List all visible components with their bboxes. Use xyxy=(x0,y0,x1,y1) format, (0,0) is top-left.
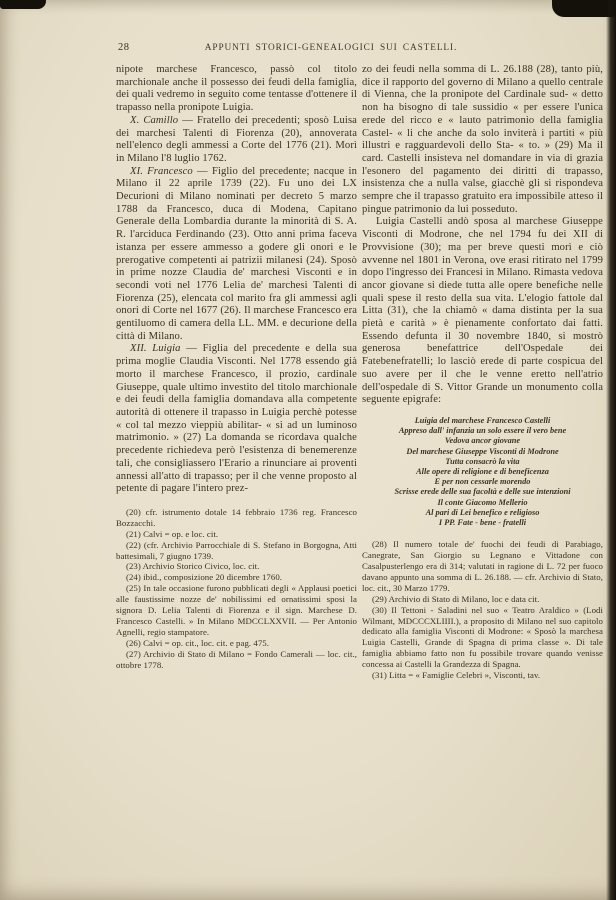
epigraph-line: Il conte Giacomo Mellerio xyxy=(437,497,528,507)
right-footnotes xyxy=(362,539,603,681)
epigraph-line: Appreso dall' infanzia un solo essere il vero bene xyxy=(398,426,567,436)
footnote: (24) ibid., composizione 20 dicembre 1760. xyxy=(126,572,283,583)
paragraph xyxy=(116,166,357,344)
paragraph-text: — Figlia del precedente e della sua prima moglie Claudia Visconti. Nel 1778 essendo già morto il marchese Francesco, il prozio, cardinale Giuseppe, quale ultimo investito del titolo marchionale e dei feudi della famiglia domandava alla competente autorità di ottenere il trapasso in Luigia perchè potesse « col tal mezzo vieppiù abilitar- « si ad un luminoso matrimonio. » (27) La domanda se ricordava qualche precedente richiedeva però l'esistenza di benemerenze tali, che consigliassero l'Erario a rinunciare ai proventi annessi all'atto di trapasso; per il che venne proposto al petente di pagare l'intero prez- xyxy=(116,343,357,495)
paragraph-text: Luigia Castelli andò sposa al marchese Giuseppe Visconti di Modrone, che nel 1794 fu dei XII di Provvisione (30); ma per breve questi morì e ciò avvenne nel 1801 in Verona, ove erasi ritirato nel 1799 dopo l'ingresso dei Francesi in Milano. Rimasta vedova ancor giovane si diede tutta alle opere benefiche nelle quali spese il resto della sua vita. L'elogio fattole dal Litta (31), che la chiamò « dama distinta per la sua pietà e carità » è pienamente confortato dai fatti. Essendo defunta il 30 novembre 1840, si mostrò generosa benefattrice dell'Ospedale dei Fatebenefratelli; lo lasciò erede di parte cospicua del suo avere per il che le venne eretto nell'atrio dell'ospedale di S. Vittor Grande un monumento colla seguente epigrafe: xyxy=(362,216,603,406)
footnote: (30) Il Tettoni - Saladini nel suo « Teatro Araldico » (Lodi Wilmant, MDCCCXLIIII.), a proposito di Milano nel suo capitolo dedicato alla famiglia Visconti di Modrone: « Sposò la marchesa Luigia Castelli, Grande di Spagna di prima classe ». Di tale famiglia abbiamo fatto non fu possibile trovare quando venisse concessa ai Castelli la Grandezza di Spagna. xyxy=(362,604,603,670)
epigraph-line: Alle opere di religione e di beneficenza xyxy=(416,467,549,476)
page-header xyxy=(0,42,616,58)
footnote: (20) cfr. istrumento dotale 14 febbraio 1736 reg. Francesco Bozzacchi. xyxy=(116,506,357,528)
footnote: (25) In tale occasione furono pubblicati degli « Applausi poetici alle faustissime nozze de' nobilissimi ed ornatissimi sposi la signora D. Lelia Talenti di Fiorenza e il sign. Marchese D. Francesco Castelli. » In Milano MDCCLXXVII. — Per Antonio Agnelli, regio stampatore. xyxy=(116,583,357,637)
scan-edge-right xyxy=(606,0,616,900)
paragraph xyxy=(362,216,603,407)
epigraph-line: E per non cessarle morendo xyxy=(434,477,531,487)
paragraph-text: nipote marchese Francesco, passò col titolo marchionale anche il possesso dei feudi della famiglia, dei quali vedremo in seguito come tentasse d'ottenere il trapasso nella pronipote Luigia. xyxy=(116,64,357,114)
epigraph-line: Luigia del marchese Francesco Castelli xyxy=(414,415,551,425)
paragraph-text: — Figlio del precedente; nacque in Milano il 22 aprile 1739 (22). Fu uno dei LX Decurioni di Milano nominati per decreto 5 marzo 1788 da Francesco, duca di Modena, Capitano Generale della Lombardia durante la minorità di S. A. R. l'arciduca Ferdinando (23). Otto anni prima faceva istanza per essere ammesso a godere gli onori e le prerogative competenti ai patrizii milanesi (24). Sposò in prime nozze Claudia de' marchesi Visconti e in secondi voti nel 1776 Lelia de' marchesi Talenti di Fiorenza (25), elencata col marito fra gli ammessi agli onori di Corte nel 1677 (26). Il marchese Francesco era gentiluomo di camera della LL. MM. e decurione della città di Milano. xyxy=(116,165,357,342)
footnote: (28) Il numero totale de' fuochi dei feudi di Parabiago, Canegrate, San Giorgio su Legnano e Vittadone con Casalpusterlengo era di 314; valutati in ragione di L. 72 per fuoco davano appunto una somma di L. 26.188. — cfr. Archivio di Stato, loc. cit., 30 Marzo 1779. xyxy=(362,539,603,593)
left-column xyxy=(116,64,357,671)
section-heading: XI. Francesco xyxy=(130,165,193,177)
section-heading: XII. Luigia xyxy=(130,343,181,355)
paragraph-text: zo dei feudi nella somma di L. 26.188 (28), tanto più, dice il rapporto del governo di Milano a quello centrale di Vienna, che la pronipote del Cardinale sud- « detto non ha bisogno di tale sussidio « per essere l'unica erede del ricco e « lauto patrimonio della famiglia Castel- « li che anche da solo inviterà i partiti « più illustri e ragguardevoli dello Sta- « to. » (29) Ma il card. Castelli insisteva nel domandare in via di grazia l'esonero del pagamento dei diritti di trapasso, insistenza che a nulla valse, giacchè gli si rispondeva sempre che il trapasso gratuito era impossibile atteso il pingue patrimonio da lui posseduto. xyxy=(362,64,603,215)
monument-epigraph xyxy=(366,416,599,528)
epigraph-line: Tutta consacrò la vita xyxy=(445,456,520,466)
paragraph xyxy=(362,64,603,216)
paragraph-text: — Fratello dei precedenti; sposò Luisa dei marchesi Talenti di Fiorenza (20), annoverata nell'elenco degli ammessi a Corte del 1776 (21). Morì in Milano l'8 luglio 1762. xyxy=(116,114,357,164)
footnote: (22) (cfr. Archivio Parrocchiale di S. Stefano in Borgogna, Atti battesimali, 7 giugno 1739. xyxy=(116,539,357,561)
paragraph xyxy=(116,64,357,115)
left-footnotes xyxy=(116,507,357,671)
footnote: (23) Archivio Storico Civico, loc. cit. xyxy=(126,561,260,572)
footnote: (31) Litta = « Famiglie Celebri », Visconti, tav. xyxy=(372,670,541,681)
epigraph-line: Del marchese Giuseppe Visconti di Modrone xyxy=(406,446,559,456)
running-title: APPUNTI STORICI-GENEALOGICI SUI CASTELLI. xyxy=(204,43,458,53)
footnote: (21) Calvi = op. e loc. cit. xyxy=(126,528,219,539)
footnote: (27) Archivio di Stato di Milano = Fondo Camerali — loc. cit., ottobre 1778. xyxy=(116,648,357,670)
scan-blotch-top-left xyxy=(0,0,46,9)
section-heading: X. Camillo xyxy=(130,114,179,126)
footnote: (29) Archivio di Stato di Milano, loc e data cit. xyxy=(372,593,540,604)
epigraph-line: Al pari di Lei benefico e religioso xyxy=(425,507,540,517)
epigraph-line: I PP. Fate - bene - fratelli xyxy=(438,518,527,528)
page-number: 28 xyxy=(118,42,130,53)
footnote: (26) Calvi = op. cit., loc. cit. e pag. 475. xyxy=(126,637,269,648)
paragraph xyxy=(116,343,357,495)
epigraph-line: Scrisse erede delle sua facoltà e delle sue intenzioni xyxy=(394,487,571,497)
paragraph xyxy=(116,115,357,166)
right-column xyxy=(362,64,603,681)
epigraph-line: Vedova ancor giovane xyxy=(444,436,521,446)
